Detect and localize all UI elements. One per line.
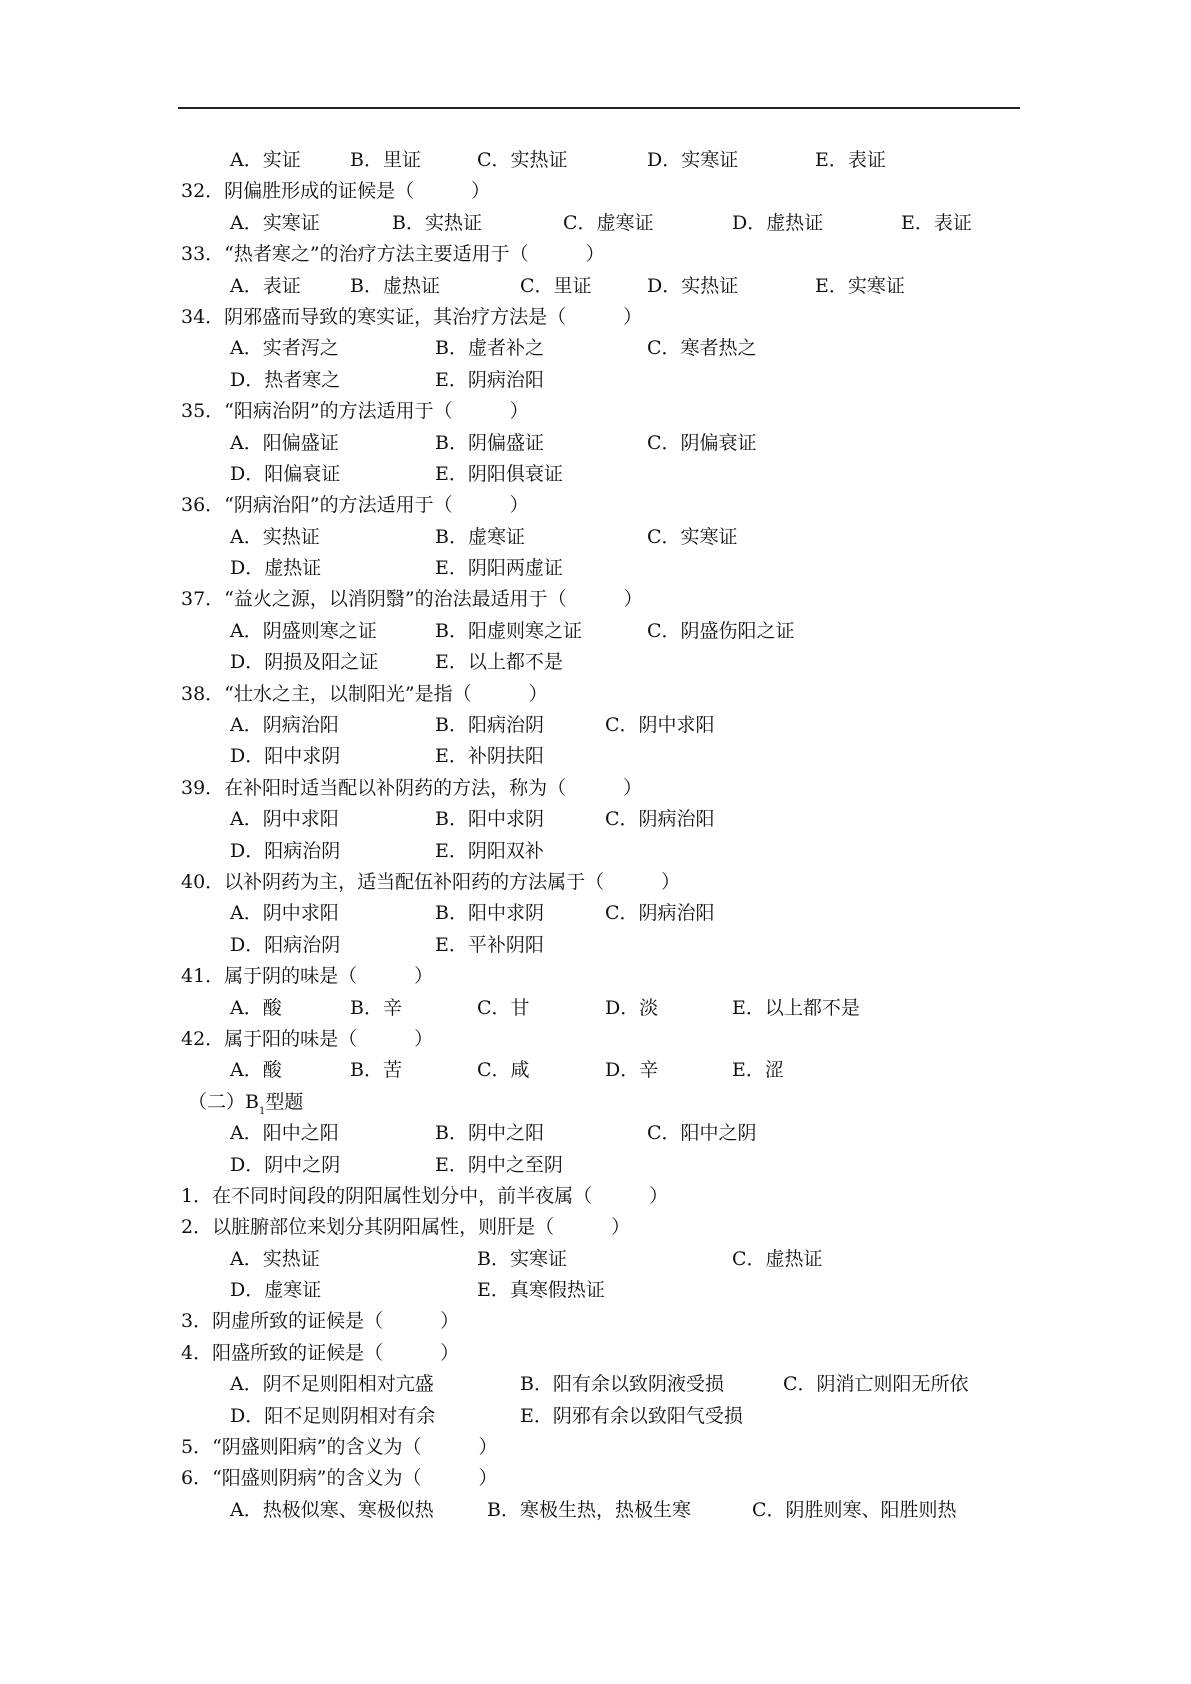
answer-option: A．实者泻之 [230,337,339,360]
answer-option: A．实热证 [230,1247,320,1270]
answer-option: C．阴消亡则阳无所依 [783,1373,969,1396]
question-stem: 39．在补阳时适当配以补阴药的方法，称为（ ） [181,776,643,799]
option-row [0,553,1191,584]
answer-option: A．阴病治阳 [230,714,339,737]
answer-option: E．涩 [732,1059,784,1082]
option-row [0,993,1191,1024]
answer-option: D．热者寒之 [230,368,341,391]
answer-option: E．阴阳两虚证 [435,557,563,580]
option-row [0,930,1191,961]
answer-option: B．苦 [350,1059,402,1082]
answer-option: D．阳病治阴 [230,933,341,956]
answer-option: A．阳偏盛证 [230,431,339,454]
answer-option: C．甘 [477,996,530,1019]
answer-option: E．以上都不是 [435,651,563,674]
answer-option: B．虚者补之 [435,337,544,360]
option-row [0,1495,1191,1526]
section-heading-suffix: 型题 [265,1090,304,1113]
question-stem: 1．在不同时间段的阴阳属性划分中，前半夜属（ ） [181,1184,669,1207]
option-row [0,836,1191,867]
answer-option: A．热极似寒、寒极似热 [230,1498,434,1521]
section-heading-subscript: 1 [258,1105,266,1117]
answer-option: A．酸 [230,1059,282,1082]
option-row [0,741,1191,772]
answer-option: D．阳中求阴 [230,745,341,768]
answer-option: C．阴胜则寒、阳胜则热 [752,1498,957,1521]
answer-option: E．补阴扶阳 [435,745,544,768]
answer-option: D．虚热证 [732,211,824,234]
question-stem: 5．“阴盛则阳病”的含义为（ ） [181,1436,498,1459]
option-row [0,1401,1191,1432]
answer-option: B．虚寒证 [435,525,525,548]
answer-option: B．阳中求阴 [435,808,544,831]
answer-option: B．阳病治阴 [435,714,544,737]
answer-option: C．阴盛伤阳之证 [647,619,795,642]
option-row [0,710,1191,741]
answer-option: E．阴阳俱衰证 [435,462,563,485]
answer-option: A．实热证 [230,525,320,548]
answer-option: C．阳中之阴 [647,1122,757,1145]
answer-option: C．虚寒证 [563,211,654,234]
option-row [0,428,1191,459]
answer-option: B．里证 [350,149,421,171]
answer-option: A．实证 [230,149,301,171]
option-row [0,365,1191,396]
option-row [0,333,1191,364]
question-stem: 36．“阴病治阳”的方法适用于（ ） [181,494,529,517]
answer-option: C．阴病治阳 [605,808,715,831]
answer-option: A．表证 [230,274,301,297]
option-row [0,898,1191,929]
answer-option: B．阳中求阴 [435,902,544,925]
question-stem: 4．阳盛所致的证候是（ ） [181,1341,460,1364]
option-row [0,1369,1191,1400]
answer-option: C．阴病治阳 [605,902,715,925]
header-rule [178,107,1020,109]
question-list [0,145,1191,1526]
question-stem: 37．“益火之源，以消阴翳”的治法最适用于（ ） [181,588,643,611]
option-row [0,145,1191,176]
question-stem: 2．以脏腑部位来划分其阴阳属性，则肝是（ ） [181,1216,631,1239]
question-stem: 42．属于阳的味是（ ） [181,1027,434,1050]
answer-option: B．辛 [350,996,402,1019]
answer-option: D．阴中之阴 [230,1153,341,1176]
answer-option: E．实寒证 [815,274,905,297]
question-stem: 6．“阳盛则阴病”的含义为（ ） [181,1467,498,1490]
question-stem: 34．阴邪盛而导致的寒实证，其治疗方法是（ ） [181,305,643,328]
answer-option: D．阴损及阳之证 [230,651,379,674]
answer-option: D．实寒证 [647,149,739,171]
answer-option: A．阴中求阳 [230,902,339,925]
option-row [0,522,1191,553]
question-stem: 40．以补阴药为主，适当配伍补阳药的方法属于（ ） [181,870,681,893]
answer-option: B．寒极生热，热极生寒 [487,1498,691,1521]
answer-option: B．阴偏盛证 [435,431,544,454]
answer-option: B．阳有余以致阴液受损 [520,1373,724,1396]
answer-option: C．实寒证 [647,525,738,548]
answer-option: D．阳偏衰证 [230,462,341,485]
question-stem: 33．“热者寒之”的治疗方法主要适用于（ ） [181,243,605,266]
answer-option: C．虚热证 [732,1247,823,1270]
answer-option: D．阳病治阴 [230,839,341,862]
answer-option: B．阴中之阳 [435,1122,544,1145]
option-row [0,616,1191,647]
answer-option: E．平补阴阳 [435,933,544,956]
answer-option: D．辛 [605,1059,659,1082]
answer-option: C．阴中求阳 [605,714,715,737]
answer-option: E．阴中之至阴 [435,1153,563,1176]
answer-option: E．真寒假热证 [477,1279,605,1302]
option-row [0,271,1191,302]
answer-option: A．酸 [230,996,282,1019]
answer-option: E．表证 [901,211,972,234]
answer-option: A．实寒证 [230,211,320,234]
option-row [0,647,1191,678]
answer-option: E．阴阳双补 [435,839,544,862]
section-heading-prefix: （二）B [188,1090,259,1113]
answer-option: C．寒者热之 [647,337,757,360]
question-stem: 35．“阳病治阴”的方法适用于（ ） [181,400,529,423]
section-heading [0,1087,1191,1118]
answer-option: C．咸 [477,1059,530,1082]
question-stem: 32．阴偏胜形成的证候是（ ） [181,180,491,203]
answer-option: C．实热证 [477,149,568,171]
question-stem: 41．属于阴的味是（ ） [181,965,434,988]
option-row [0,1244,1191,1275]
option-row [0,804,1191,835]
question-stem: 38．“壮水之主，以制阳光”是指（ ） [181,682,548,705]
question-stem: 3．阴虚所致的证候是（ ） [181,1310,460,1333]
option-row [0,208,1191,239]
answer-option: E．阴病治阳 [435,368,544,391]
answer-option: B．阳虚则寒之证 [435,619,582,642]
answer-option: E．以上都不是 [732,996,860,1019]
answer-option: E．表证 [815,149,886,171]
answer-option: D．虚寒证 [230,1279,322,1302]
option-row [0,1118,1191,1149]
option-row [0,1275,1191,1306]
answer-option: B．实寒证 [477,1247,567,1270]
answer-option: D．阳不足则阴相对有余 [230,1404,436,1427]
option-row [0,459,1191,490]
answer-option: D．虚热证 [230,557,322,580]
answer-option: C．里证 [520,274,592,297]
answer-option: C．阴偏衰证 [647,431,757,454]
answer-option: A．阴盛则寒之证 [230,619,377,642]
option-row [0,1150,1191,1181]
answer-option: D．淡 [605,996,659,1019]
answer-option: A．阴中求阳 [230,808,339,831]
answer-option: D．实热证 [647,274,739,297]
answer-option: B．实热证 [392,211,482,234]
answer-option: B．虚热证 [350,274,440,297]
answer-option: A．阳中之阳 [230,1122,339,1145]
answer-option: A．阴不足则阳相对亢盛 [230,1373,434,1396]
option-row [0,1055,1191,1086]
answer-option: E．阴邪有余以致阳气受损 [520,1404,743,1427]
